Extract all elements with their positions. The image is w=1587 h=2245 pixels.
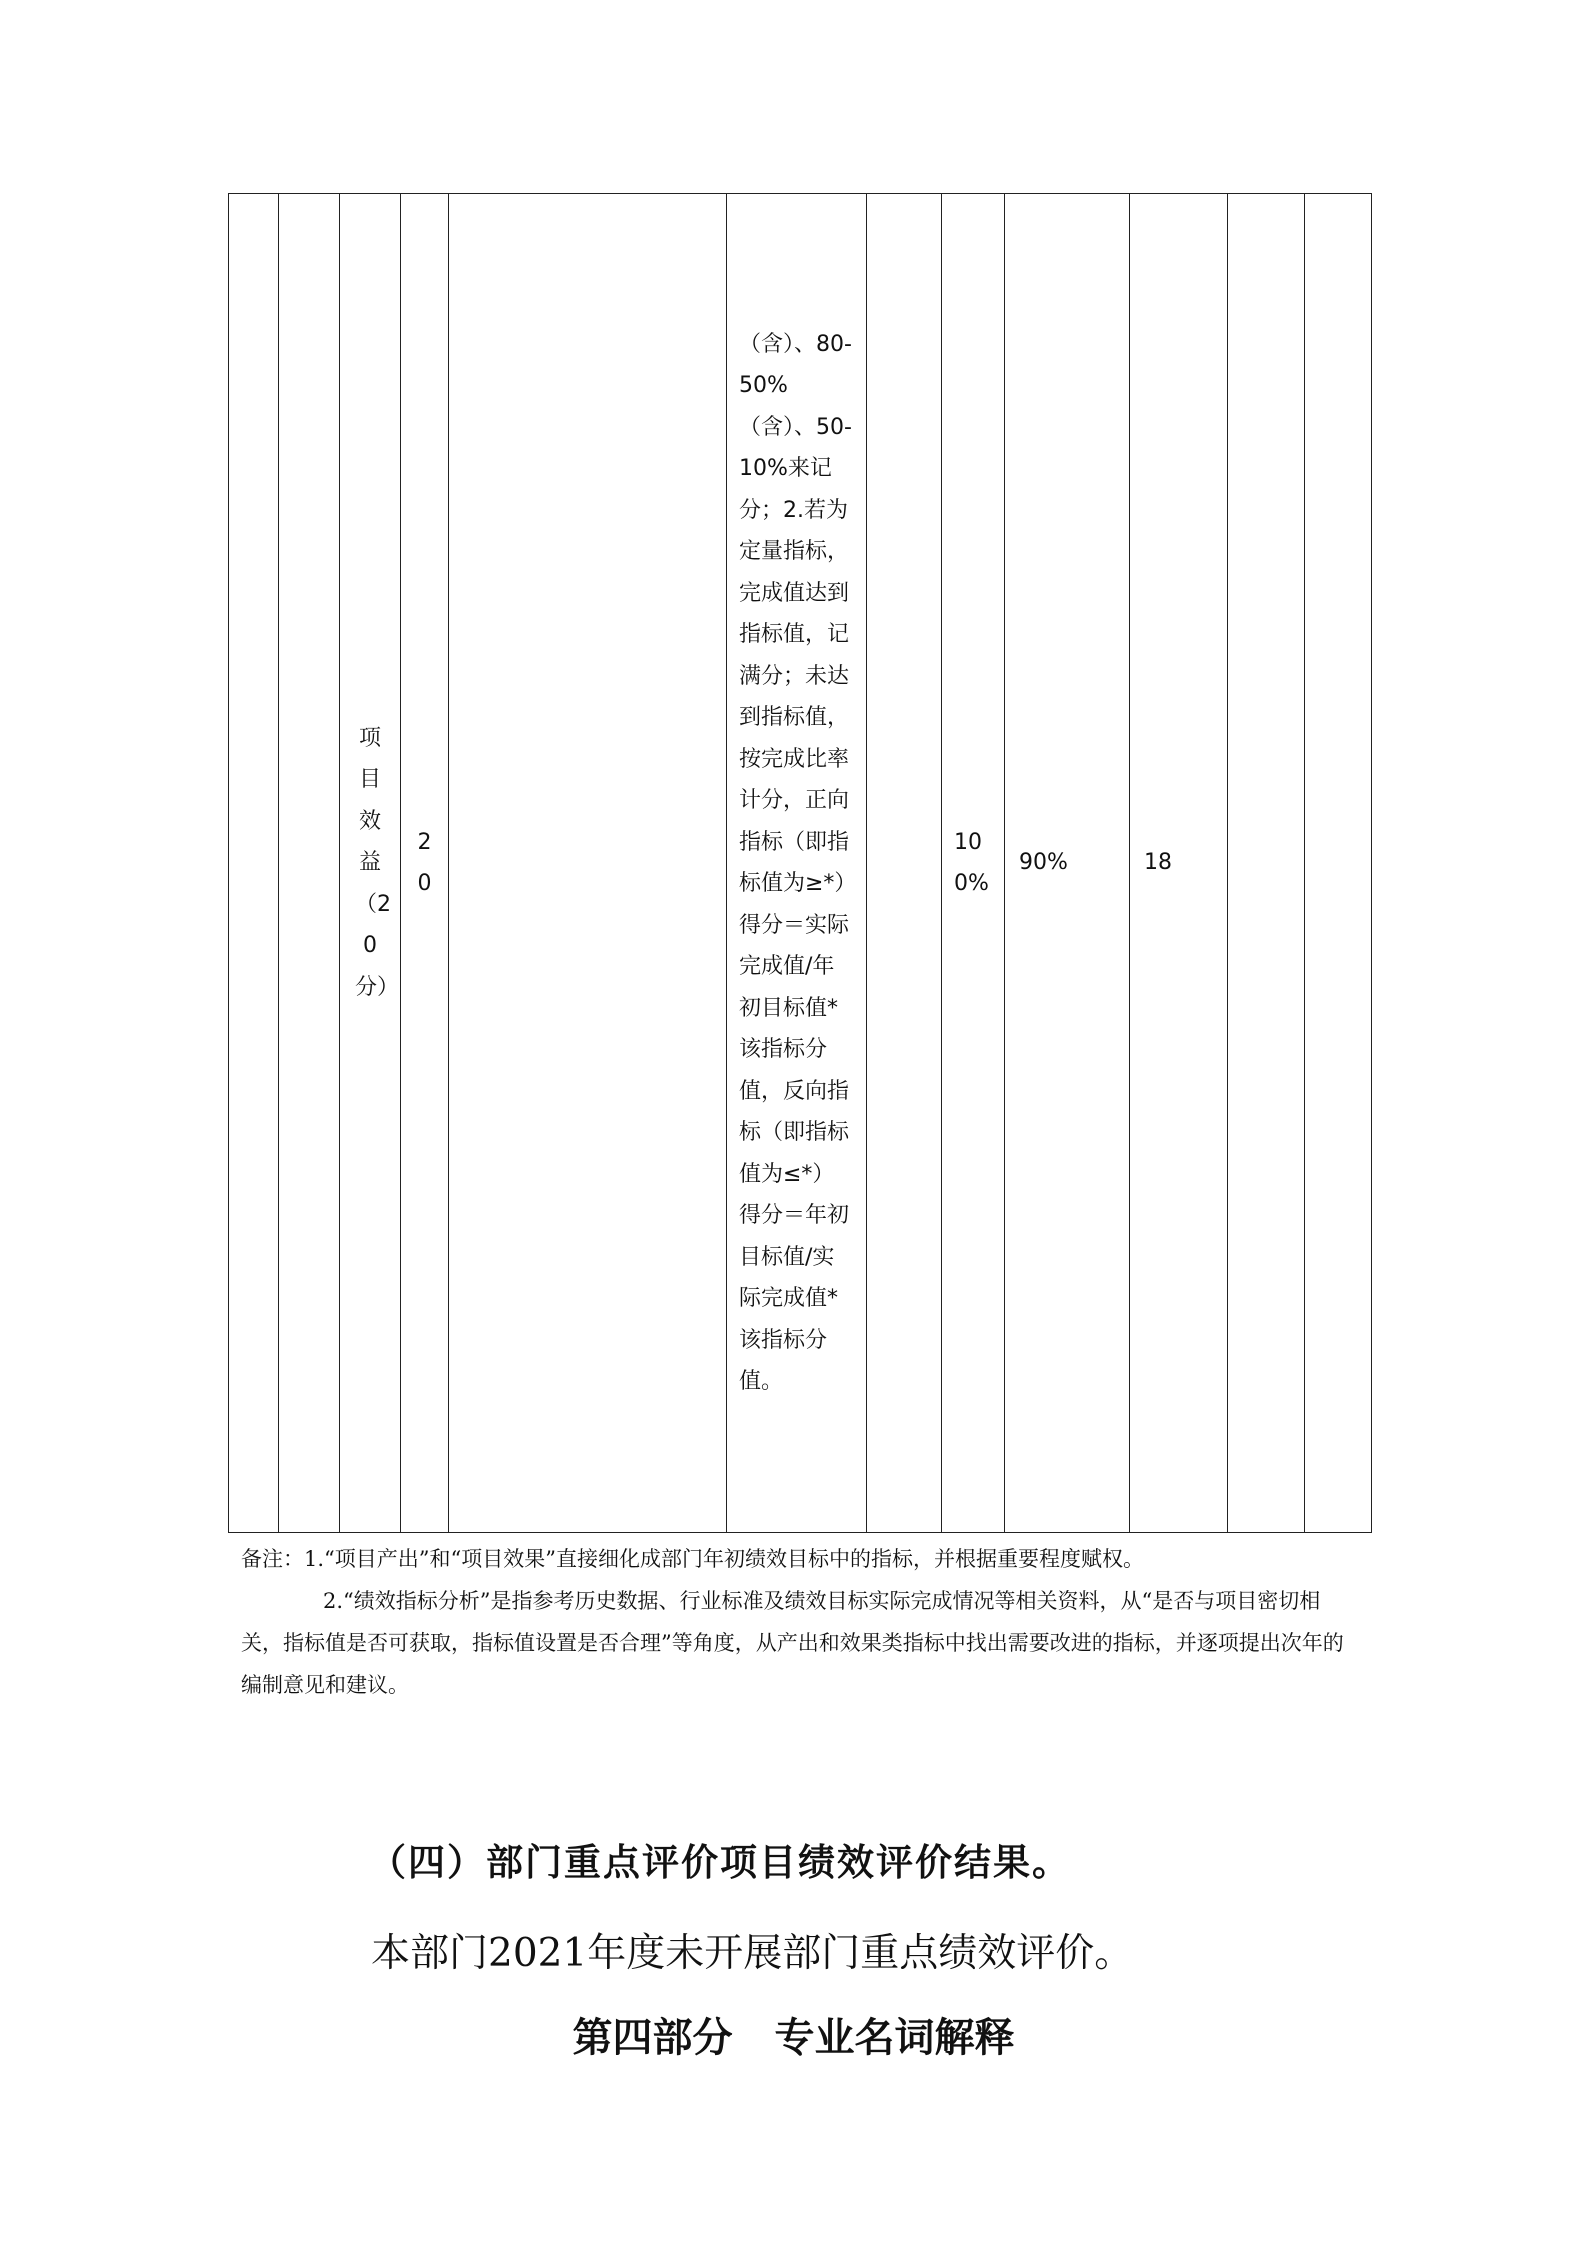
- item-cell: [340, 194, 401, 1533]
- indicator-value: 100%: [954, 829, 989, 896]
- score-value: 18: [1144, 850, 1172, 876]
- blank-cell: [1228, 194, 1305, 1533]
- item-label: 项目效益（20分）: [355, 725, 400, 1000]
- note-2: 2.“绩效指标分析”是指参考历史数据、行业标准及绩效目标实际完成情况等相关资料，从“是否与项目密切相关，指标值是否可获取，指标值设置是否合理”等角度，从产出和效果类指标中找出需要改进的指标，并逐项提出次年的编制意见和建议。: [241, 1589, 1344, 1697]
- note-1: 备注：1.“项目产出”和“项目效果”直接细化成部门年初绩效目标中的指标，并根据重要程度赋权。: [241, 1547, 1144, 1571]
- section-body: 本部门2021年度未开展部门重点绩效评价。: [371, 1931, 1134, 1976]
- indicator-value-cell: [942, 194, 1005, 1533]
- actual-value-cell: [1005, 194, 1130, 1533]
- part-heading: [0, 2006, 1587, 2063]
- blank-cell: [449, 194, 727, 1533]
- table-row: [229, 194, 1372, 1533]
- weight-value: 20: [417, 829, 432, 896]
- part-title: 专业名词解释: [774, 2015, 1015, 2061]
- blank-cell: [867, 194, 942, 1533]
- blank-cell: [1305, 194, 1372, 1533]
- performance-table: [228, 193, 1372, 1533]
- section-heading: （四）部门重点评价项目绩效评价结果。: [369, 1840, 1071, 1884]
- weight-cell: [401, 194, 449, 1533]
- blank-cell: [279, 194, 340, 1533]
- scoring-standard-cell: [727, 194, 867, 1533]
- score-cell: [1130, 194, 1228, 1533]
- table-notes: [241, 1538, 1361, 1706]
- part-number: 第四部分: [572, 2015, 733, 2061]
- actual-value: 90%: [1019, 850, 1068, 876]
- scoring-standard-text: （含）、80-50%（含）、50-10%来记分；2.若为定量指标，完成值达到指标值，记满分；未达到指标值，按完成比率计分，正向指标（即指标值为≥*）得分＝实际完成值/年初目标值*该指标分值，反向指标（即指标值为≤*）得分＝年初目标值/实际完成值*该指标分值。: [739, 331, 852, 1394]
- blank-cell: [229, 194, 279, 1533]
